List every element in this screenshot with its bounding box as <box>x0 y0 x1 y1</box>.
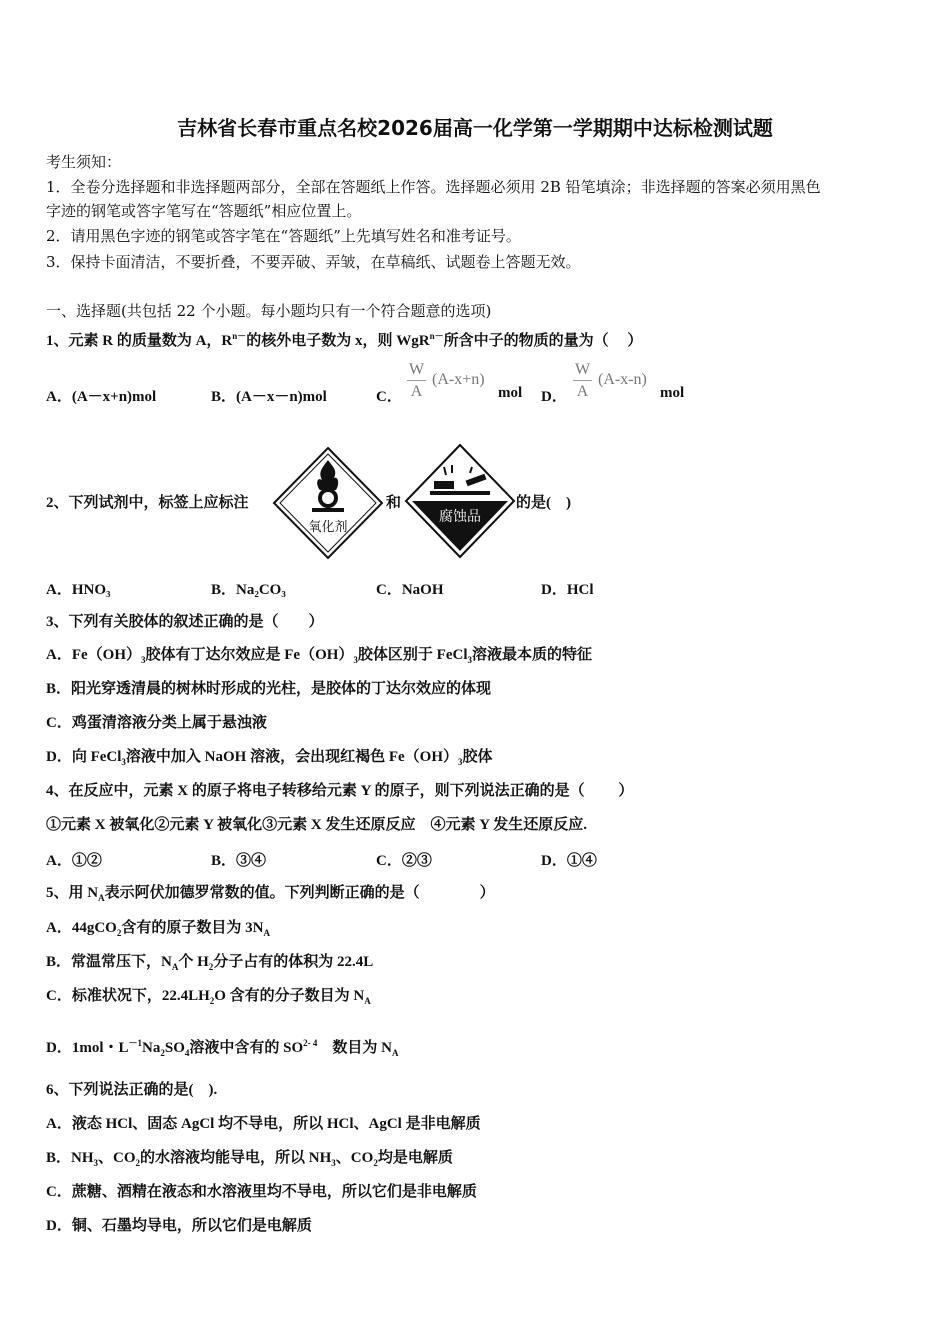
q2-option-b: B．Na₂CO₃ <box>211 582 286 598</box>
q2-and: 和 <box>386 495 402 511</box>
text-line <box>46 226 521 246</box>
text-line <box>46 645 592 670</box>
text-segment: O 含有的分子数目为 N <box>214 988 365 1004</box>
subscript: 2 <box>209 996 215 1006</box>
text-segment: 3、下列有关胶体的叙述正确的是（ ） <box>46 614 324 630</box>
superscript: 2- 4 <box>303 1038 318 1048</box>
subscript: 4 <box>184 1048 190 1058</box>
text-segment: C．鸡蛋清溶液分类上属于悬浊液 <box>46 715 267 731</box>
subscript: 2 <box>208 962 214 972</box>
subscript: 2 <box>373 1158 378 1168</box>
text-segment: 字迹的钢笔或答字笔写在“答题纸”相应位置上。 <box>46 202 362 220</box>
text-segment: 4、在反应中，元素 X 的原子将电子转移给元素 Y 的原子，则下列说法正确的是（ ） <box>46 783 634 799</box>
text-segment: 胶体有丁达尔效应是 Fe（OH） <box>145 647 354 663</box>
subscript: 3 <box>93 1158 99 1168</box>
text-segment: A．Fe（OH） <box>46 647 141 663</box>
text-line <box>46 986 371 1011</box>
text-line <box>46 612 324 632</box>
text-line <box>46 326 642 351</box>
text-segment: D．1mol・L <box>46 1040 129 1056</box>
svg-text:氧化剂: 氧化剂 <box>308 520 348 535</box>
text-segment: 个 H <box>178 954 209 970</box>
text-segment: D．向 FeCl <box>46 749 122 765</box>
q2-suffix: 的是( ) <box>516 495 571 511</box>
text-segment: 2．请用黑色字迹的钢笔或答字笔在“答题纸”上先填写姓名和准考证号。 <box>46 227 521 245</box>
text-segment: 1、元素 R 的质量数为 A，R <box>46 333 233 349</box>
text-segment: 溶液中加入 NaOH 溶液，会出现红褐色 Fe（OH） <box>125 749 458 765</box>
text-segment: 、CO <box>98 1150 136 1166</box>
q4-option-d: D．①④ <box>541 853 597 869</box>
text-segment: 分子占有的体积为 22.4L <box>213 954 374 970</box>
text-segment: 溶液中含有的 SO <box>189 1040 304 1056</box>
q1-option-b: B．(A－x－n)mol <box>211 389 327 405</box>
text-segment: 5、用 N <box>46 885 99 901</box>
subscript: 3 <box>467 655 472 665</box>
oxidizer-hazard-icon <box>272 446 384 560</box>
text-line <box>46 679 491 699</box>
text-line <box>46 918 270 943</box>
subscript: 3 <box>353 655 358 665</box>
text-line <box>46 152 121 172</box>
text-segment: 含有的原子数目为 3N <box>121 920 264 936</box>
text-segment: 3．保持卡面清洁，不要折叠，不要弄破、弄皱，在草稿纸、试题卷上答题无效。 <box>46 253 581 271</box>
text-segment: B．NH <box>46 1150 94 1166</box>
subscript: 2 <box>160 1048 165 1058</box>
text-line <box>46 781 633 801</box>
text-line <box>46 1114 481 1134</box>
text-line <box>46 883 495 908</box>
subscript: A <box>98 893 105 903</box>
superscript: n－ <box>232 331 247 341</box>
q2-prefix: 2、下列试剂中，标签上应标注 <box>46 495 249 511</box>
subscript: 3 <box>457 757 463 767</box>
text-segment: B．阳光穿透清晨的树林时形成的光柱，是胶体的丁达尔效应的体现 <box>46 681 492 697</box>
q2-option-c: C．NaOH <box>376 582 444 598</box>
text-segment: 考生须知： <box>46 153 122 171</box>
q1-option-c-fraction: $\frac{W}{A}$ <box>409 361 425 400</box>
q2-option-a: A．HNO₃ <box>46 582 111 598</box>
q2-option-d: D．HCl <box>541 582 594 598</box>
text-line <box>46 1080 217 1100</box>
text-segment: C．标准状况下，22.4LH <box>46 988 210 1004</box>
q1-option-d-unit: mol <box>660 385 685 401</box>
text-segment: 的水溶液均能导电，所以 NH <box>140 1150 332 1166</box>
q1-option-c-expr: (A-x+n) <box>432 371 485 388</box>
q4-option-a: A．①② <box>46 853 102 869</box>
text-line <box>46 252 581 272</box>
text-line <box>46 1216 312 1236</box>
subscript: A <box>263 928 270 938</box>
subscript: A <box>364 996 371 1006</box>
text-line <box>46 952 373 977</box>
text-line <box>46 1033 399 1063</box>
superscript: n－ <box>429 331 444 341</box>
text-line <box>46 815 587 835</box>
text-segment: 1．全卷分选择题和非选择题两部分，全部在答题纸上作答。选择题必须用 2B 铅笔填涂；非选择题的答案必须用黑色 <box>46 178 821 196</box>
text-line <box>46 713 267 733</box>
q1-option-d-label: D． <box>541 389 567 405</box>
text-segment: 数目为 N <box>317 1040 392 1056</box>
text-segment: 6、下列说法正确的是( ). <box>46 1082 218 1098</box>
text-segment: Na <box>142 1040 161 1056</box>
q4-option-c: C．②③ <box>376 853 432 869</box>
subscript: 2 <box>116 928 122 938</box>
text-segment: SO <box>164 1040 185 1056</box>
text-segment: B．常温常压下，N <box>46 954 172 970</box>
text-segment: C．蔗糖、酒精在液态和水溶液里均不导电，所以它们是非电解质 <box>46 1184 477 1200</box>
text-segment: ①元素 X 被氧化②元素 Y 被氧化③元素 X 发生还原反应 ④元素 Y 发生还原反应. <box>46 817 587 833</box>
text-line <box>46 301 491 321</box>
svg-text:腐蚀品: 腐蚀品 <box>439 509 481 525</box>
q4-option-b: B．③④ <box>211 853 267 869</box>
subscript: 3 <box>121 757 126 767</box>
text-segment: D．铜、石墨均导电，所以它们是电解质 <box>46 1218 312 1234</box>
subscript: A <box>171 962 179 972</box>
corrosive-hazard-icon <box>404 443 516 559</box>
text-line <box>46 177 821 197</box>
q1-option-d-fraction: $\frac{W}{A}$ <box>575 361 591 400</box>
text-segment: 溶液最本质的特征 <box>472 647 593 663</box>
q1-option-c-label: C． <box>376 389 402 405</box>
q1-option-d-expr: (A-x-n) <box>598 371 647 388</box>
text-segment: 胶体 <box>462 749 493 765</box>
superscript: －1 <box>128 1038 143 1048</box>
q1-option-a: A．(A－x+n)mol <box>46 389 157 405</box>
subscript: A <box>392 1048 399 1058</box>
subscript: 2 <box>135 1158 141 1168</box>
text-segment: A．液态 HCl、固态 AgCl 均不导电，所以 HCl、AgCl 是非电解质 <box>46 1116 481 1132</box>
subscript: 3 <box>141 655 146 665</box>
subscript: 3 <box>331 1158 336 1168</box>
text-segment: 一、选择题(共包括 22 个小题。每小题均只有一个符合题意的选项) <box>46 302 492 320</box>
text-segment: 所含中子的物质的量为（ ） <box>443 333 643 349</box>
text-line <box>46 1182 477 1202</box>
text-segment: 均是电解质 <box>377 1150 453 1166</box>
q1-option-c-unit: mol <box>498 385 523 401</box>
text-line <box>46 1148 453 1173</box>
text-line <box>46 747 493 772</box>
text-line <box>46 201 361 221</box>
text-segment: 的核外电子数为 x，则 WgR <box>246 333 430 349</box>
text-segment: 胶体区别于 FeCl <box>357 647 468 663</box>
page-title: 吉林省长春市重点名校2026届高一化学第一学期期中达标检测试题 <box>177 116 773 140</box>
text-segment: 表示阿伏加德罗常数的值。下列判断正确的是（ ） <box>104 885 495 901</box>
text-segment: 、CO <box>335 1150 374 1166</box>
text-segment: A．44gCO <box>46 920 117 936</box>
